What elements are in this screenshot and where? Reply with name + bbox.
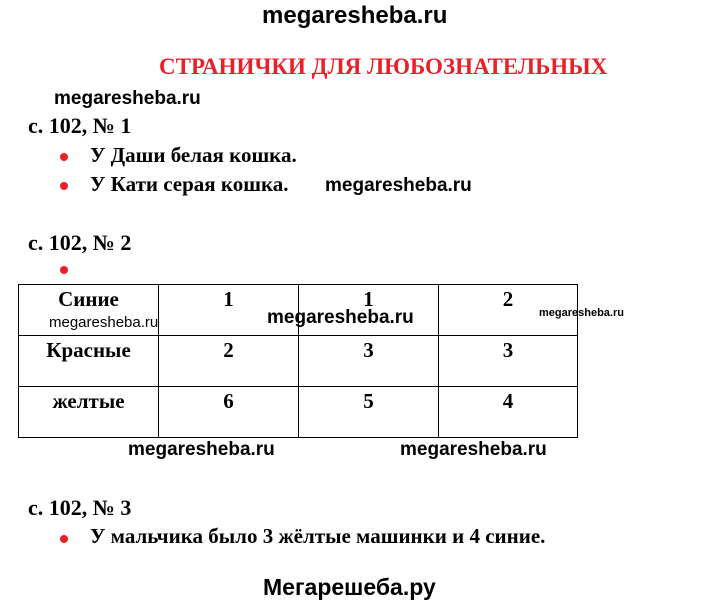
table-cell: 6 (159, 387, 299, 438)
table-cell: 2 (159, 336, 299, 387)
watermark-bottom[interactable]: Мегарешеба.ру (263, 574, 436, 600)
table-row-label: Синие (19, 285, 159, 336)
bullet-icon (60, 266, 68, 274)
list-item: У мальчика было 3 жёлтые машинки и 4 синие. (90, 524, 546, 548)
watermark-left[interactable]: megaresheba.ru (54, 88, 201, 109)
table-row (19, 336, 578, 387)
table-cell: 5 (299, 387, 439, 438)
watermark-inline[interactable]: megaresheba.ru (325, 175, 472, 196)
watermark-top[interactable]: megaresheba.ru (262, 2, 448, 29)
bullet-icon (60, 535, 68, 543)
table-cell: 1 (159, 285, 299, 336)
table-cell: 1 (299, 285, 439, 336)
table-row (19, 387, 578, 438)
table-cell: 3 (299, 336, 439, 387)
table-row-label: Красные (19, 336, 159, 387)
table-row-label: желтые (19, 387, 159, 438)
bullet-icon (60, 153, 68, 161)
table-cell: 2 (439, 285, 578, 336)
watermark-below-left[interactable]: megaresheba.ru (128, 439, 275, 460)
section-title-1: с. 102, № 1 (28, 113, 132, 138)
watermark-table-center[interactable]: megaresheba.ru (267, 307, 414, 328)
table-cell: 3 (439, 336, 578, 387)
table-cell: 4 (439, 387, 578, 438)
page-heading: СТРАНИЧКИ ДЛЯ ЛЮБОЗНАТЕЛЬНЫХ (159, 54, 608, 79)
list-item: У Даши белая кошка. (90, 143, 297, 167)
watermark-side[interactable]: megaresheba.ru (539, 307, 624, 319)
list-item: У Кати серая кошка. (90, 172, 289, 196)
watermark-below-right[interactable]: megaresheba.ru (400, 439, 547, 460)
bullet-icon (60, 182, 68, 190)
section-title-2: с. 102, № 2 (28, 230, 132, 255)
watermark-table-cell[interactable]: megaresheba.ru (49, 314, 159, 331)
section-title-3: с. 102, № 3 (28, 495, 132, 520)
